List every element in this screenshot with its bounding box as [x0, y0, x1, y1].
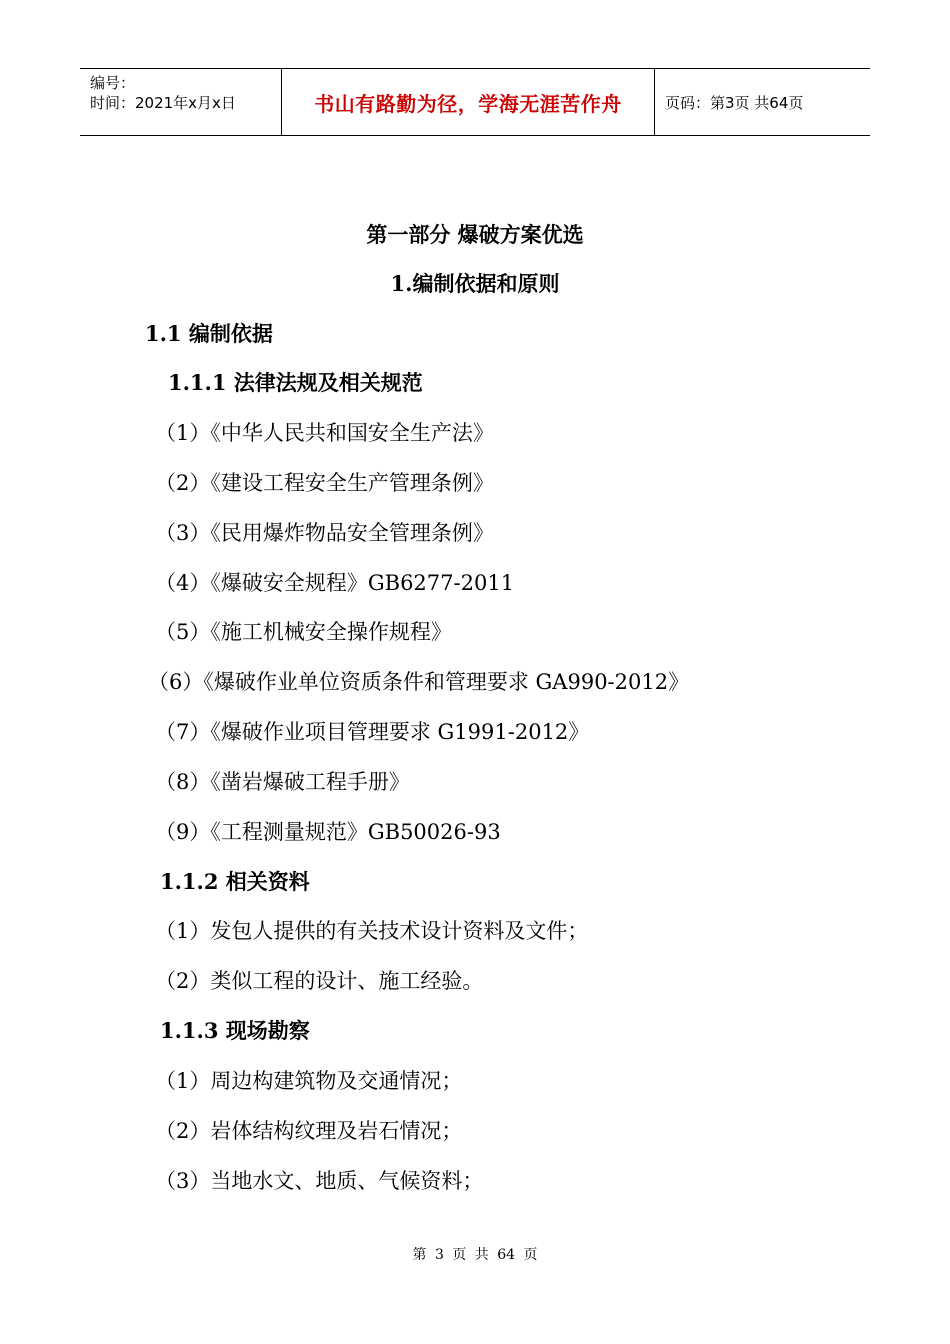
law-item: （3）《民用爆炸物品安全管理条例》 — [155, 521, 494, 545]
header-meta — [80, 69, 282, 135]
law-item: （1）《中华人民共和国安全生产法》 — [155, 421, 494, 445]
section-heading-1-1-1: 1.1.1 法律法规及相关规范 — [168, 370, 423, 395]
header-motto: 书山有路勤为径，学海无涯苦作舟 — [282, 69, 655, 135]
header-number-label: 编号： — [90, 74, 136, 92]
section-heading-1-1-3: 1.1.3 现场勘察 — [160, 1018, 310, 1043]
section-heading-1-1: 1.1 编制依据 — [145, 321, 273, 346]
survey-item: （3）当地水文、地质、气候资料； — [155, 1169, 484, 1193]
header-time-label: 时间：2021年x月x日 — [90, 94, 236, 112]
law-item: （4）《爆破安全规程》GB6277-2011 — [155, 571, 515, 595]
header-page-info: 页码：第3页 共64页 — [665, 93, 804, 112]
part-title: 第一部分 爆破方案优选 — [366, 222, 584, 247]
page-header — [80, 68, 870, 136]
law-item: （9）《工程测量规范》GB50026-93 — [155, 820, 501, 844]
page-footer: 第 3 页 共 64 页 — [412, 1247, 538, 1263]
law-item: （7）《爆破作业项目管理要求 G1991-2012》 — [155, 720, 590, 744]
survey-item: （2）岩体结构纹理及岩石情况； — [155, 1119, 463, 1143]
material-item: （2）类似工程的设计、施工经验。 — [155, 969, 484, 993]
section-heading-1-1-2: 1.1.2 相关资料 — [160, 869, 310, 894]
law-item: （5）《施工机械安全操作规程》 — [155, 620, 452, 644]
law-item: （2）《建设工程安全生产管理条例》 — [155, 471, 494, 495]
chapter-title: 1.编制依据和原则 — [390, 271, 560, 296]
material-item: （1）发包人提供的有关技术设计资料及文件； — [155, 919, 589, 943]
law-item: （8）《凿岩爆破工程手册》 — [155, 770, 410, 794]
survey-item: （1）周边构建筑物及交通情况； — [155, 1069, 463, 1093]
law-item: （6）《爆破作业单位资质条件和管理要求 GA990-2012》 — [148, 670, 690, 694]
